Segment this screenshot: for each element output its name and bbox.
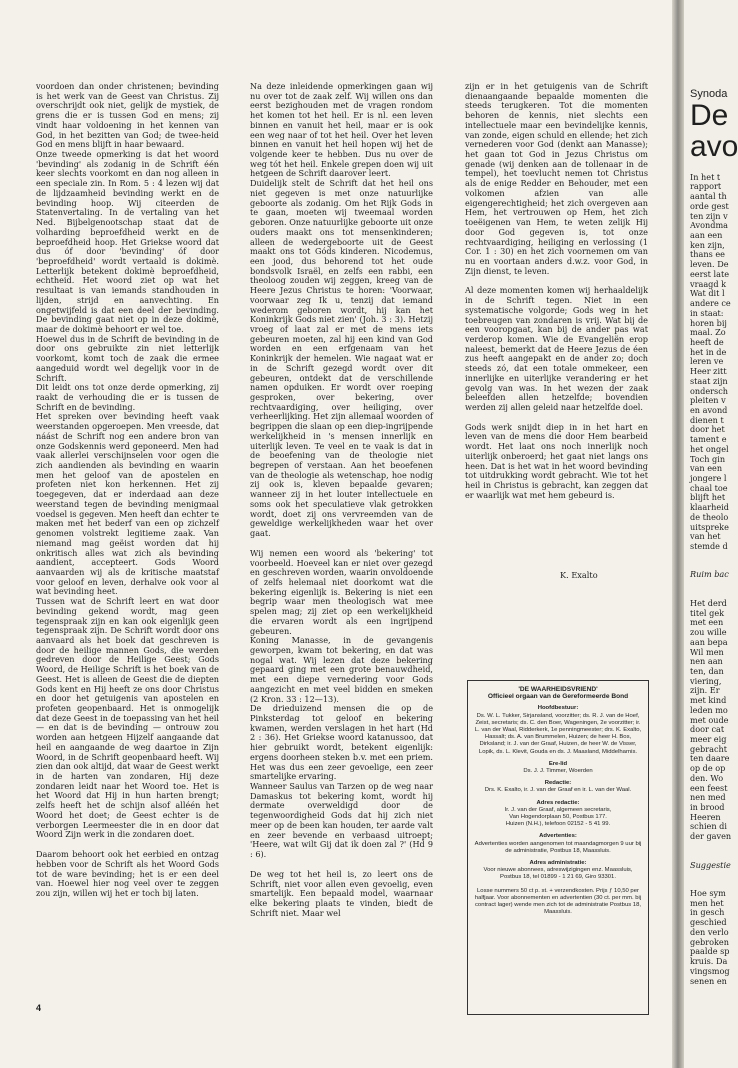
paragraph: Dit leidt ons tot onze derde opmerking, zij raakt de verhouding die er is tussen de Schrift en de bevinding. xyxy=(36,382,219,412)
right-page-subheading: Suggestie xyxy=(690,859,731,870)
colophon-body: Drs. K. Exalto, ir. J. van der Graaf en ir. L. van der Waal. xyxy=(484,787,632,794)
paragraph: Gods werk snijdt diep in in het hart en leven van de mens die door Hem bearbeid wordt. Het laat ons noch innerlijk noch uiterlijk onberoerd; het gaat niet langs ons heen. Dat is het wat in het woord bevinding tot uitdrukking wordt gebracht. Wie tot het heil in Christus is gebracht, kan zeggen dat er waarlijk wat met hem gebeurd is. xyxy=(465,421,648,500)
colophon-subtitle: Officieel orgaan van de Gereformeerde Bond xyxy=(487,693,629,701)
paragraph: Al deze momenten komen wij herhaaldelijk in de Schrift tegen. Niet in een systematische volgorde; Gods weg in het toebreugen van zondaren is vrij. Wat bij de een vooropgaat, kan bij de ander pas wat verderop komen. Wie de Evangeliën erop naleest, bemerkt dat de Heere Jezus de éen zus heeft aangepakt en de ander zo; doch steeds zó, dat een totale ommekeer, een innerlijke en uiterlijke verandering er het gevolg van was. In het wezen der zaak beleefden allen hetzelfde; bovendien werden zij allen geleid naar hetzelfde doel. xyxy=(465,285,648,412)
colophon-title: 'DE WAARHEIDSVRIEND' xyxy=(518,686,598,693)
colophon-heading: Adres redactie: xyxy=(536,799,580,806)
colophon-heading: Adres administratie: xyxy=(529,860,587,867)
right-page-kicker: Synoda xyxy=(690,88,728,100)
page-gutter xyxy=(672,0,684,1068)
article-column-3 xyxy=(465,82,648,500)
right-page-text: Hoe sym men het in gesch geschied den verlo gebroken paalde sp kruis. Da vingsmog senen en xyxy=(690,888,730,986)
colophon-body: Advertenties worden aangenomen tot maandagmorgen 9 uur bij de administratie, Postbus 18, Maassluis. xyxy=(474,840,642,854)
paragraph: voordoen dan onder christenen; bevinding is het werk van de Geest van Christus. Zij overschrijdt ook niet, gelijk de mystiek, de grens die er is tussen God en mens; zij vindt haar voldoening in het kennen van God, in het bezitten van God; de twee-heid God en mens blijft in haar bewaard. xyxy=(36,81,219,150)
colophon-body: Losse nummers 50 ct p. st. + verzendkosten. Prijs ƒ 10,50 per halfjaar. Voor abonnementen en advertentien (30 ct. per mm. bij contract lager) wende men zich tot de administratie Postbus 18, Maassluis. xyxy=(474,887,642,916)
colophon-body: Ds. J. J. Timmer, Woerden xyxy=(523,768,593,775)
paragraph: zijn er in het getuigenis van de Schrift dienaangaande bepaalde momenten die steeds terugkeren. Tot die momenten behoren de kennis, niet slechts een intellectuele maar een bevindelijke kennis, van zonde, eigen schuld en ellende; het zich vernederen voor God (denkt aan Manasse); het gaan tot God in Jezus Christus om genade (wij denken aan de tollenaar in de tempel), het toevlucht nemen tot Christus als de enige Redder en Behouder, met een volkomen afzien van alle eigengerechtigheid; het zich overgeven aan Hem, het vertrouwen op Hem, het zich toeëigenen van Hem, te weten zelijk Hij door God gegeven is, tot onze rechtvaardiging, heiliging en verlossing (1 Cor. 1 : 30) en het zich voornemen om van nu en voortaan anders d.w.z. voor God, in Zijn dienst, te leven. xyxy=(465,81,648,276)
colophon-body: Ds. W. L. Tukker, Sirjansland, voorzitter; ds. R. J. van de Hoef, Zeist, secretaris; ds. C. den Boer, Wageningen, 2e voorzitter; ir. L. van der Waal, Ridderkerk, 1e penningmeester; drs. K. Exalto, Hassalt; ds. A. van Brummelen, Huizen; de heer H. Bos, Dirksland; ir. J. van der Graaf, Huizen, de heer W. de Visser, Lopik, ds. L. Klevit, Gouda en ds. J. Maasland, Middelharnis. xyxy=(474,712,642,755)
right-page-title xyxy=(690,100,738,162)
colophon-box xyxy=(467,680,649,1015)
colophon-heading: Redactie: xyxy=(544,780,572,787)
paragraph: Wij nemen een woord als 'bekering' tot voorbeeld. Hoeveel kan er niet over gezegd en geschreven worden, waarin onvoldoende of zelfs helemaal niet doorkomt wat die bekering eigenlijk is. Bekering is niet een begrip waar men theologisch wat mee spelen mag; zij ziet op een werkelijkheid die ervaren wordt als een ingrijpend gebeuren. xyxy=(250,547,433,636)
article-column-2 xyxy=(250,82,433,918)
title-line: avo xyxy=(690,130,738,163)
paragraph: Tussen wat de Schrift leert en wat door bevinding gekend wordt, mag geen tegenspraak zijn en kan ook eigenlijk geen tegenspraak zijn. De Schrift wordt door ons aanvaard als het boek dat geschreven is door de heilige mannen Gods, die werden gedreven door de Heilige Geest; Gods Woord, de Heilige Schrift is het boek van de Geest. Het is alleen de Geest die de diepten Gods kent en Hij heeft ze ons door Christus en door het getuigenis van apostelen en profeten geopenbaard. Het is onmogelijk dat deze Geest in de toepassing van het heil — en dat is de bevinding — ontrouw zou worden aan hetgeen Hijzelf aangaande dat heil en aangaande de weg daartoe in Zijn Woord, in de Schrift geopenbaard heeft. Wij zien dan ook altijd, dat waar de Geest werkt in de harten van zondaren, Hij deze zondaren leidt naar het Woord toe. Het is het Woord dat Hij in hun harten brengt; zelfs heeft het de schijn alsof alléén het Woord het doet; de Geest echter is de verborgen Leermeester die in en door dat Woord Zijn werk in die zondaren doet. xyxy=(36,596,219,840)
paragraph: Hoewel dus in de Schrift de bevinding in de door ons gebruikte zin niet letterlijk voorkomt, komt toch de zaak die ermee aangeduid wordt wel degelijk voor in de Schrift. xyxy=(36,333,219,383)
paragraph: De drieduizend mensen die op de Pinksterdag tot geloof en bekering kwamen, werden verslagen in het hart (Hd 2 : 36). Het Griekse woord katanussoo, dat hier gebruikt wordt, betekent eigenlijk: ergens doorheen steken b.v. met een priem. Het was dus een zeer gevoelige, een zeer smartelijke ervaring. xyxy=(250,703,433,782)
paragraph: Wanneer Saulus van Tarzen op de weg naar Damaskus tot bekering komt, wordt hij dermate overweldigd door de tegenwoordigheid Gods dat hij zich niet meer op de been kan houden, ter aarde valt en zeer bevende en verbaasd uitroept; 'Heere, wat wilt Gij dat ik doen zal ?' (Hd 9 : 6). xyxy=(250,781,433,860)
colophon-body: Ir. J. van der Graaf, algemeen secretaris, Van Hogendorplaan 50, Postbus 177. Huizen (N.H.), telefoon 02152 - 5 41 99. xyxy=(504,806,612,828)
right-page-body xyxy=(690,163,738,996)
paragraph: Duidelijk stelt de Schrift dat het heil ons niet gegeven is met onze natuurlijke geboorte als zodanig. Om het Rijk Gods in te gaan, moeten wij tweemaal worden geboren. Onze natuurlijke geboorte uit onze ouders maakt ons tot mensenkinderen; alleen de wedergeboorte uit de Geest maakt ons tot Góds kinderen. Nicodemus, een jood, dus behorend tot het oude bondsvolk Israël, en zelfs een rabbi, een theoloog zouden wij zeggen, kreeg van de Heere Jezus Christus te horen: 'Voorwaar, voorwaar zeg Ik u, tenzij dat iemand wederom geboren wordt, hij kan het Koninkrijk Gods niet zien' (Joh. 3 : 3). Hetzij vroeg of laat zal er met de mens iets gebeuren moeten, zal hij een kind van God worden en een erfgenaam van het Koninkrijk der hemelen. Wie nagaat wat er in de Schrift gezegd wordt over dit gebeuren, ontdekt dat de verschillende namen opduiken. Er wordt over roeping gesproken, over bekering, over rechtvaardiging, over heiliging, over verheerlijking. Het zijn allemaal woorden of begrippen die slaan op een diep-ingrijpende werkelijkheid in 's mensen innerlijk en uiterlijk leven. Te veel en te vaak is dat in de beoefening van de theologie niet begrepen of verstaan. Aan het beoefenen van de theologie als wetenschap, hoe nodig zij ook is, kleven bepaalde gevaren; wanneer zij in het louter intellectuele en soms ook het speculatieve vlak getrokken wordt, doet zij ons vervreemden van de geweldige werkelijkheden waar het over gaat. xyxy=(250,178,433,539)
paragraph: De weg tot het heil is, zo leert ons de Schrift, niet voor allen even gevoelig, even smartelijk. Een bepaald model, waarnaar elke bekering plaats te vinden, biedt de Schrift niet. Maar wel xyxy=(250,868,433,918)
paragraph: Daarom behoort ook het eerbied en ontzag hebben voor de Schrift als het Woord Gods tot de ware bevinding; het is er een deel van. Hoewel hier nog veel over te zeggen zou zijn, willen wij het er toch bij laten. xyxy=(36,849,219,898)
colophon-heading: Advertenties: xyxy=(539,833,577,840)
article-column-1 xyxy=(36,82,219,899)
title-line: De xyxy=(690,99,729,132)
colophon-body: Voor nieuwe abonnees, adreswijzigingen enz. Maassluis, Postbus 18, tel 01899 - 1 21 69, Giro 93301. xyxy=(483,867,633,881)
right-page-text: In het t rapport aantal th orde gest ten zijn v Avondma aan een ken zijn, thans ee leven. De eerst late vraagd k Wat dit l andere ce in staat: horen bij maal. Zo heeft de het in de leren ve Heer zitt staat zijn ondersch pleiten v en avond dienen t door het tament e het ongel Toch gin van een jongere l chaal toe blijft het klaarheid de theolo uitspreke van het stemde d xyxy=(690,171,731,552)
paragraph: Het spreken over bevinding heeft vaak weerstanden opgeroepen. Men vreesde, dat náást de Schrift nog een andere bron van onze Godskennis werd geponeerd. Men had vaak allerlei verschijnselen voor ogen die zich aandienden als bevinding en waarin men het geloof van de apostelen en profeten niet kon herkennen. Het zij toegegeven, dat er inderdaad aan deze weerstand tegen de bevinding menigmaal voedsel is gegeven. Men heeft dan echter te maken met het bederf van een op zichzelf genomen volstrekt legitieme zaak. Van niemand mag geëist worden dat hij onkritisch alles wat zich als bevinding aandient, accepteert. Gods Woord aanvaarden wij als de kritische maatstaf voor geloof en leven, derhalve ook voor al wat bevinding heet. xyxy=(36,411,219,597)
colophon-heading: Ere-lid xyxy=(548,760,568,767)
paragraph: Koning Manasse, in de gevangenis geworpen, kwam tot bekering, en dat was nogal wat. Wij lezen dat deze bekering gepaard ging met een grote benauwdheid, met een diepe vernedering voor Gods aangezicht en met veel bidden en smeken (2 Kron. 33 : 12—13). xyxy=(250,635,433,704)
page-number: 4 xyxy=(36,1003,42,1013)
right-page-text: Het derd titel gek met een zou wille aan bepa Wil men nen aan ten, dan viering, zijn. Er met kind leden mo met oude door cat meer eig gebracht ten daare op de op den. Wo een feest nen med in brood Heeren schien di der gaven xyxy=(690,597,732,842)
right-page-subheading: Ruim bac xyxy=(690,569,729,580)
paragraph: Na deze inleidende opmerkingen gaan wij nu over tot de zaak zelf. Wij willen ons dan eerst bezighouden met de vragen rondom het komen tot het heil. Er is nl. een leven binnen en vanuit het heil, maar er is ook een weg naar of tot het heil. Over het leven binnen en vanuit het heil hopen wij het de volgende keer te hebben. Dus nu over de weg tót het heil. Enkele grepen doen wij uit hetgeen de Schrift daarover leert. xyxy=(250,81,433,179)
right-page xyxy=(684,0,738,1068)
paragraph: Onze tweede opmerking is dat het woord 'bevinding' als zodanig in de Schrift één keer slechts voorkomt en dan nog alleen in een speciale zin. In Rom. 5 : 4 lezen wij dat de lijdzaamheid bevinding werkt en de bevinding hoop. Wij citeerden de Statenvertaling. In de vertaling van het Ned. Bijbelgenootschap staat dat de volharding beproefdheid werkt en de beproefdheid hoop. Het Griekse woord dat dus óf door 'bevinding' óf door 'beproefdheid' wordt vertaald is dokimè. Letterlijk betekent dokimè beproefdheid, echtheid. Het woord ziet op wat het resultaat is van iemands standhouden in lijden, strijd en aanvechting. En ongetwijfeld is dat een deel der bevinding. De bevinding gaat niet op in deze dokimè, maar de dokimè behoort er wel toe. xyxy=(36,149,219,334)
colophon-heading: Hoofdbestuur: xyxy=(537,705,579,712)
author-signature: K. Exalto xyxy=(560,570,598,580)
